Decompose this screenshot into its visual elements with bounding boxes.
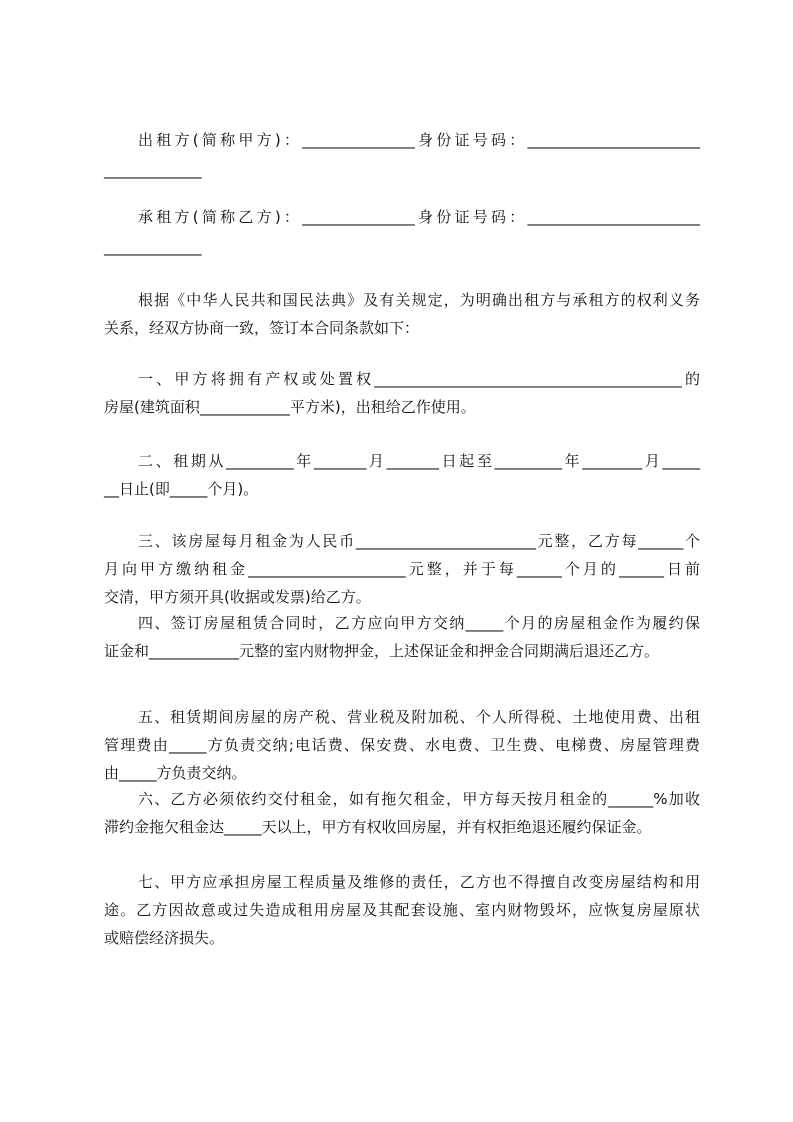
- text-line: 房屋(建筑面积____________平方米)，出租给乙作使用。: [104, 398, 476, 416]
- text-line: 出租方(简称甲方)：_______________身份证号码：_______________________: [138, 131, 700, 149]
- text-line: 关系，经双方协商一致，签订本合同条款如下：: [104, 319, 420, 337]
- text-line: 三、该房屋每月租金为人民币________________________元整，乙方每______个: [138, 532, 700, 550]
- text-line: 由_____方负责交纳。: [104, 764, 247, 782]
- text-line: 管理费由_____方负责交纳;电话费、保安费、水电费、卫生费、电梯费、房屋管理费: [104, 736, 700, 754]
- text-line: 七、甲方应承担房屋工程质量及维修的责任，乙方也不得擅自改变房屋结构和用: [138, 873, 700, 891]
- text-line: __日止(即_____个月)。: [104, 480, 259, 498]
- text-line: 四、签订房屋租赁合同时，乙方应向甲方交纳_____个月的房屋租金作为履约保: [138, 614, 700, 632]
- text-line: 六、乙方必须依约交付租金，如有拖欠租金，甲方每天按月租金的______%加收: [138, 790, 700, 808]
- text-line: 或赔偿经济损失。: [104, 929, 225, 947]
- text-line: 月向甲方缴纳租金_____________________元整，并于每______个月的______日前: [104, 560, 700, 578]
- text-line: _____________: [104, 238, 202, 256]
- text-line: 根据《中华人民共和国民法典》及有关规定，为明确出租方与承租方的权利义务: [138, 291, 700, 309]
- text-line: 交清，甲方须开具(收据或发票)给乙方。: [104, 588, 371, 606]
- text-line: 滞约金拖欠租金达_____天以上，甲方有权收回房屋，并有权拒绝退还履约保证金。: [104, 818, 652, 836]
- text-line: 一、甲方将拥有产权或处置权_________________________________________的: [138, 370, 700, 388]
- text-line: 二、租期从_________年_______月_______日起至_________年________月_____: [138, 452, 700, 470]
- text-line: 途。乙方因故意或过失造成租用房屋及其配套设施、室内财物毁坏，应恢复房屋原状: [104, 901, 700, 919]
- text-line: 承租方(简称乙方)：_______________身份证号码：_______________________: [138, 208, 700, 226]
- text-line: 证金和____________元整的室内财物押金，上述保证金和押金合同期满后退还乙方。: [104, 642, 660, 660]
- text-line: 五、租赁期间房屋的房产税、营业税及附加税、个人所得税、土地使用费、出租: [138, 708, 700, 726]
- text-line: _____________: [104, 161, 202, 179]
